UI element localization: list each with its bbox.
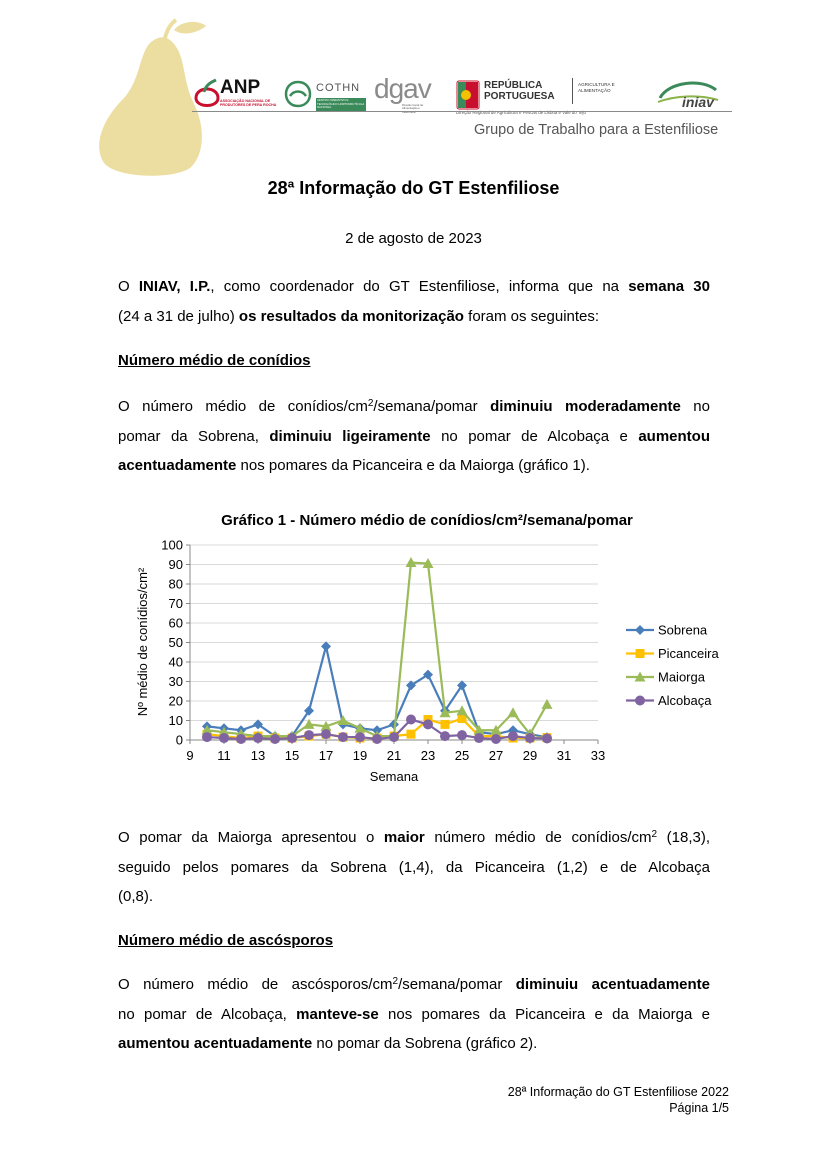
x-tick-label: 31 (556, 748, 572, 763)
data-point-alcobaa (542, 733, 552, 743)
chart-axes (186, 545, 598, 744)
data-point-picanceira (407, 730, 416, 739)
chart-legend (626, 623, 719, 709)
data-point-alcobaa (236, 734, 246, 744)
x-tick-label: 29 (522, 748, 538, 763)
x-tick-label: 13 (250, 748, 266, 763)
x-tick-label: 21 (386, 748, 402, 763)
y-tick-label: 80 (168, 576, 183, 592)
legend-marker-picanceira (636, 649, 645, 658)
x-tick-label: 9 (186, 748, 194, 763)
logo-cothn-name: COTHN (316, 82, 361, 94)
footer-document-name: 28ª Informação do GT Estenfiliose 2022 (507, 1085, 729, 1099)
data-point-alcobaa (457, 730, 467, 740)
x-tick-label: 27 (488, 748, 504, 763)
logo-anp-name: ANP (220, 77, 261, 98)
ascosporos-p1-line-2: no pomar de Alcobaça, manteve-se nos pomares da Picanceira e da Maiorga e (118, 1005, 710, 1023)
y-tick-label: 30 (168, 674, 183, 689)
data-point-alcobaa (304, 730, 314, 740)
x-tick-label: 25 (454, 748, 470, 763)
legend-marker-alcobaa (635, 696, 645, 706)
logo-republica-divider (572, 78, 573, 104)
conidios-p1-line-3: acentuadamente nos pomares da Picanceira e da Maiorga (gráfico 1). (118, 457, 590, 474)
chart-y-axis-label: Nº médio de conídios/cm² (135, 567, 150, 717)
data-point-alcobaa (440, 731, 450, 741)
data-point-alcobaa (491, 734, 501, 744)
y-tick-label: 50 (168, 635, 183, 650)
data-point-maiorga (542, 699, 553, 709)
legend-label-sobrena: Sobrena (658, 622, 708, 638)
y-tick-label: 20 (168, 693, 183, 709)
legend-label-maiorga: Maiorga (658, 669, 705, 685)
x-tick-label: 17 (318, 748, 334, 763)
document-date: 2 de agosto de 2023 (345, 230, 482, 247)
data-point-alcobaa (338, 732, 348, 742)
logo-dgav (374, 74, 444, 114)
data-point-alcobaa (372, 734, 382, 744)
y-tick-label: 100 (161, 537, 183, 553)
series-line-maiorga (207, 563, 547, 737)
ascosporos-paragraph-1 (118, 970, 710, 1059)
data-point-maiorga (508, 707, 519, 717)
conidios-paragraph-1 (118, 392, 710, 481)
section-heading-ascosporos: Número médio de ascósporos (118, 932, 334, 949)
data-point-alcobaa (202, 732, 212, 742)
data-point-alcobaa (525, 733, 535, 743)
chart-gridlines (190, 545, 598, 721)
intro-paragraph (118, 272, 710, 331)
data-point-alcobaa (287, 733, 297, 743)
legend-label-alcobaa: Alcobaça (658, 693, 712, 708)
data-point-alcobaa (423, 719, 433, 729)
footer-page-number: Página 1/5 (669, 1101, 729, 1115)
y-tick-label: 60 (168, 615, 183, 631)
logo-anp-subtitle: ASSOCIAÇÃO NACIONAL DE PRODUTORES DE PERA ROCHA (220, 99, 277, 108)
data-point-alcobaa (389, 732, 399, 742)
logo-dgav-subtitle: Direção Geral de Alimentação e Veterinária (402, 103, 424, 114)
ascosporos-p1-line-3: aumentou acentuadamente no pomar da Sobrena (gráfico 2). (118, 1035, 538, 1052)
chart-series (202, 557, 553, 744)
logo-iniav-name: iniav (682, 94, 714, 110)
conidios-p1-line-1: O número médio de conídios/$cm^2/semana$/pomar diminuiu moderadamente no (118, 398, 710, 415)
data-point-alcobaa (219, 733, 229, 743)
legend-label-picanceira: Picanceira (658, 646, 719, 661)
y-tick-label: 10 (168, 713, 183, 728)
data-point-alcobaa (270, 734, 280, 744)
data-point-alcobaa (253, 733, 263, 743)
y-tick-label: 0 (175, 732, 183, 748)
data-point-alcobaa (355, 732, 365, 742)
logo-cothn-subtitle: CENTRO OPERATIVO E TECNOLÓGICO HORTOFRUTÍCOLA NACIONAL (317, 98, 365, 110)
working-group-title: Grupo de Trabalho para a Estenfiliose (474, 122, 719, 138)
section-heading-conidios: Número médio de conídios (118, 352, 311, 369)
document-title: 28ª Informação do GT Estenfiliose (267, 178, 560, 198)
x-tick-label: 11 (217, 748, 231, 763)
data-point-alcobaa (474, 733, 484, 743)
legend-marker-sobrena (635, 625, 645, 635)
logo-cothn (284, 78, 366, 114)
conidios-paragraph-2 (118, 823, 710, 912)
series-maiorga (202, 557, 553, 741)
data-point-alcobaa (508, 731, 518, 741)
logo-republica-subtitle: AGRICULTURA E ALIMENTAÇÃO (578, 82, 615, 93)
conidios-line-chart (130, 505, 730, 795)
data-point-picanceira (441, 720, 450, 729)
x-tick-label: 23 (420, 748, 436, 763)
page-footer (508, 1084, 729, 1116)
conidios-p2-line-3: (0,8). (118, 888, 154, 905)
logo-republica-region: Direção Regional de Agricultura e Pescas de Lisboa e Vale do Tejo (456, 110, 586, 115)
x-tick-label: 33 (590, 748, 606, 763)
y-tick-label: 70 (168, 596, 183, 611)
logo-anp (192, 78, 286, 114)
intro-line-1: O INIAV, I.P., como coordenador do GT Estenfiliose, informa que na semana 30 (118, 278, 710, 295)
x-tick-label: 15 (284, 748, 300, 763)
conidios-p2-line-1: O pomar da Maiorga apresentou o maior número médio de conídios/$cm^2$ (18,3), (118, 829, 710, 846)
intro-line-2: (24 a 31 de julho) os resultados da monitorização foram os seguintes: (118, 307, 600, 325)
conidios-p2-line-2: seguido pelos pomares da Sobrena (1,4), da Picanceira (1,2) e de Alcobaça (118, 858, 710, 876)
data-point-alcobaa (321, 729, 331, 739)
conidios-p1-line-2: pomar da Sobrena, diminuiu ligeiramente no pomar de Alcobaça e aumentou (118, 427, 710, 445)
ascosporos-p1-line-1: O número médio de ascósporos/$cm^2/semana$/pomar diminuiu acentuadamente (118, 976, 710, 993)
data-point-alcobaa (406, 715, 416, 725)
y-tick-label: 90 (168, 557, 183, 572)
x-tick-label: 19 (352, 748, 368, 763)
header-banner (94, 18, 732, 176)
chart-x-ticks (186, 748, 605, 763)
chart-title: Gráfico 1 - Número médio de conídios/cm²/semana/pomar (221, 512, 633, 529)
chart-y-ticks (161, 538, 183, 748)
logo-republica-portuguesa (456, 78, 646, 118)
chart-x-axis-label: Semana (369, 769, 419, 784)
header-divider (192, 111, 732, 112)
logo-republica-name: REPÚBLICA PORTUGUESA (484, 80, 555, 102)
logo-dgav-name: dgav (374, 73, 431, 104)
y-tick-label: 40 (168, 654, 183, 670)
logo-iniav (654, 76, 724, 112)
